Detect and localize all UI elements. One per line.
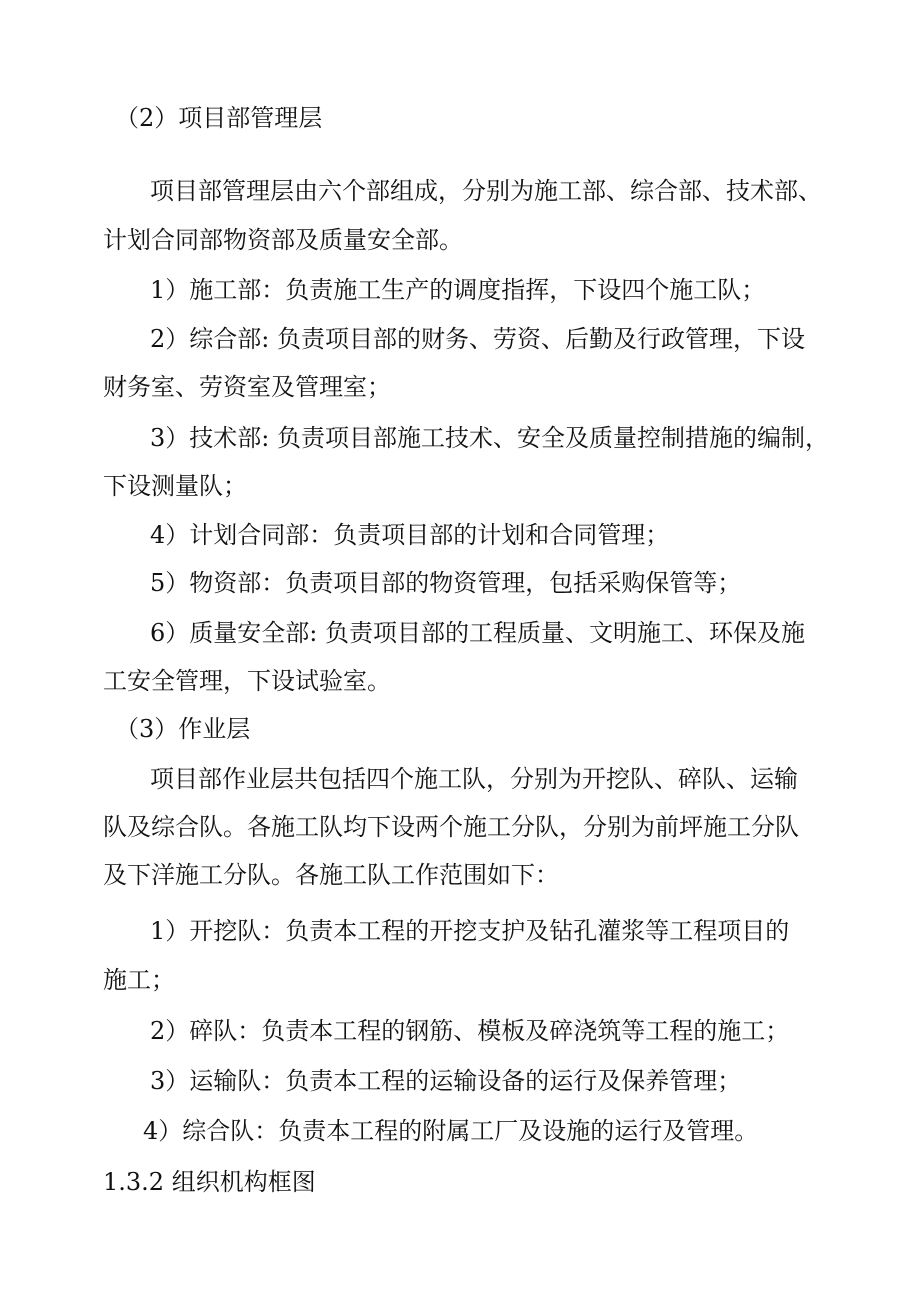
section-heading-work-layer: （3）作业层 [115,715,251,743]
list-item-line: 1）开挖队：负责本工程的开挖支护及钻孔灌浆等工程项目的 [150,917,790,945]
paragraph-line: 计划合同部物资部及质量安全部。 [103,226,463,254]
list-item-line: 5）物资部：负责项目部的物资管理，包括采购保管等； [150,569,742,597]
section-heading-project-management: （2）项目部管理层 [115,104,323,132]
paragraph-line: 及下洋施工分队。各施工队工作范围如下： [103,861,559,889]
list-item-line: 3）运输队：负责本工程的运输设备的运行及保养管理； [150,1067,742,1095]
list-item-line: 2）碎队：负责本工程的钢筋、模板及碎浇筑等工程的施工； [150,1017,790,1045]
paragraph-line: 队及综合队。各施工队均下设两个施工分队，分别为前坪施工分队 [103,813,799,841]
list-item-line: 3）技术部: 负责项目部施工技术、安全及质量控制措施的编制， [150,424,829,452]
list-item-line: 财务室、劳资室及管理室； [103,373,391,401]
list-item-line: 下设测量队； [103,472,247,500]
list-item-line: 4）计划合同部：负责项目部的计划和合同管理； [150,521,670,549]
list-item-line: 2）综合部: 负责项目部的财务、劳资、后勤及行政管理，下设 [150,325,805,353]
paragraph-line: 项目部作业层共包括四个施工队，分别为开挖队、碎队、运输 [150,765,798,793]
list-item-line: 6）质量安全部: 负责项目部的工程质量、文明施工、环保及施 [150,619,805,647]
list-item-line: 施工； [103,966,175,994]
paragraph-line: 项目部管理层由六个部组成，分别为施工部、综合部、技术部、 [150,177,822,205]
list-item-line: 4）综合队：负责本工程的附属工厂及设施的运行及管理。 [143,1117,759,1145]
section-heading-org-chart: 1.3.2 组织机构框图 [103,1168,316,1196]
list-item-line: 工安全管理，下设试验室。 [103,667,391,695]
list-item-line: 1）施工部：负责施工生产的调度指挥，下设四个施工队； [150,276,766,304]
